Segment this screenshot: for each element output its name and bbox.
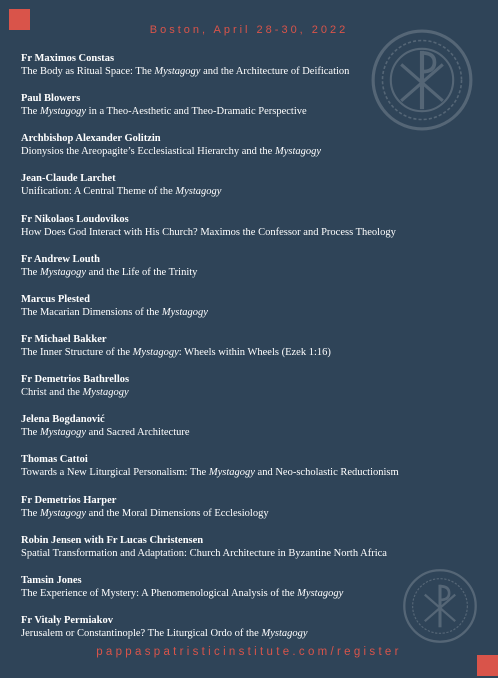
talk-title-segment: and the Moral Dimensions of Ecclesiology [86, 507, 269, 519]
talk-title-segment: and Sacred Architecture [86, 427, 190, 439]
speaker-entry [21, 213, 481, 253]
talk-title [21, 507, 481, 521]
speaker-entry [21, 494, 481, 534]
talk-title-segment: Spatial Transformation and Adaptation: Church Architecture in Byzantine North Africa [21, 547, 387, 559]
speaker-name: Tamsin Jones [21, 574, 82, 586]
speaker-entry [21, 172, 481, 212]
talk-title-italic-segment: Mystagogy [82, 387, 129, 399]
talk-title-italic-segment: Mystagogy [132, 346, 179, 358]
talk-title-segment: Towards a New Liturgical Personalism: The [21, 467, 209, 479]
talk-title [21, 226, 481, 240]
talk-title [21, 627, 481, 641]
talk-title [21, 426, 481, 440]
talk-title-italic-segment: Mystagogy [297, 587, 344, 599]
speaker-entry [21, 574, 481, 614]
talk-title-segment: The Inner Structure of the [21, 346, 133, 358]
talk-title [21, 266, 481, 280]
talk-title-italic-segment: Mystagogy [39, 507, 87, 519]
talk-title-segment: The [21, 106, 40, 118]
talk-title-segment: Jerusalem or Constantinople? The Liturgical Ordo of the [21, 627, 262, 639]
speaker-name: Jelena Bogdanović [21, 414, 105, 426]
speaker-name: Fr Andrew Louth [21, 253, 100, 265]
speaker-entry [21, 253, 481, 293]
talk-title [21, 346, 481, 360]
talk-title-segment: and the Architecture of Deification [200, 66, 350, 77]
talk-title-italic-segment: Mystagogy [274, 146, 322, 158]
talk-title-italic-segment: Mystagogy [154, 66, 201, 77]
talk-title-segment: and Neo-scholastic Reductionism [254, 467, 399, 479]
event-location-dates: Boston, April 28-30, 2022 [149, 24, 349, 36]
talk-title-segment: The Macarian Dimensions of the [21, 306, 162, 318]
talk-title [21, 105, 481, 119]
talk-title-italic-segment: Mystagogy [39, 427, 87, 439]
speaker-entry [21, 413, 481, 453]
talk-title-segment: The [21, 427, 40, 439]
speaker-name: Marcus Plested [21, 293, 90, 305]
talk-title-segment: and the Life of the Trinity [86, 266, 198, 278]
talk-title-italic-segment: Mystagogy [208, 467, 255, 479]
speaker-name: Fr Michael Bakker [21, 333, 107, 345]
speaker-name: Jean-Claude Larchet [21, 173, 116, 185]
talk-title-segment: The [21, 507, 40, 519]
speaker-entry [21, 132, 481, 172]
talk-title-segment: Dionysios the Areopagite’s Ecclesiastical Hierarchy and the [21, 146, 275, 158]
speaker-name: Thomas Cattoi [21, 454, 88, 466]
speaker-list [21, 52, 481, 654]
talk-title [21, 466, 481, 480]
corner-square-bottom-right [477, 655, 498, 676]
talk-title-segment: The Body as Ritual Space: The [21, 66, 155, 77]
talk-title-segment: Christ and the [21, 387, 83, 399]
talk-title-segment: How Does God Interact with His Church? Maximos the Confessor and Process Theology [21, 226, 396, 238]
talk-title-segment: in a Theo-Aesthetic and Theo-Dramatic Perspective [86, 106, 307, 118]
speaker-name: Fr Maximos Constas [21, 53, 115, 64]
registration-url[interactable]: pappaspatristicinstitute.com/register [96, 646, 402, 658]
talk-title-italic-segment: Mystagogy [161, 306, 208, 318]
speaker-entry [21, 373, 481, 413]
talk-title-segment: The Experience of Mystery: A Phenomenological Analysis of the [21, 587, 298, 599]
talk-title [21, 547, 481, 561]
speaker-name: Fr Vitaly Permiakov [21, 614, 113, 626]
speaker-entry [21, 453, 481, 493]
talk-title-italic-segment: Mystagogy [39, 106, 87, 118]
talk-title [21, 145, 481, 159]
talk-title [21, 185, 481, 199]
talk-title-italic-segment: Mystagogy [261, 627, 308, 639]
speaker-name: Robin Jensen with Fr Lucas Christensen [21, 534, 204, 546]
talk-title [21, 306, 481, 320]
speaker-name: Paul Blowers [21, 93, 81, 105]
speaker-name: Archbishop Alexander Golitzin [21, 133, 161, 145]
talk-title-segment: Unification: A Central Theme of the [21, 186, 176, 198]
talk-title [21, 65, 481, 79]
talk-title [21, 587, 481, 601]
talk-title-segment: : Wheels within Wheels (Ezek 1:16) [178, 346, 331, 358]
speaker-entry [21, 293, 481, 333]
talk-title [21, 386, 481, 400]
talk-title-italic-segment: Mystagogy [175, 186, 222, 198]
talk-title-italic-segment: Mystagogy [39, 266, 87, 278]
speaker-name: Fr Demetrios Bathrellos [21, 374, 130, 386]
speaker-entry [21, 52, 481, 92]
speaker-entry [21, 534, 481, 574]
speaker-entry [21, 333, 481, 373]
speaker-name: Fr Demetrios Harper [21, 494, 117, 506]
speaker-entry [21, 92, 481, 132]
speaker-name: Fr Nikolaos Loudovikos [21, 213, 129, 225]
talk-title-segment: The [21, 266, 40, 278]
